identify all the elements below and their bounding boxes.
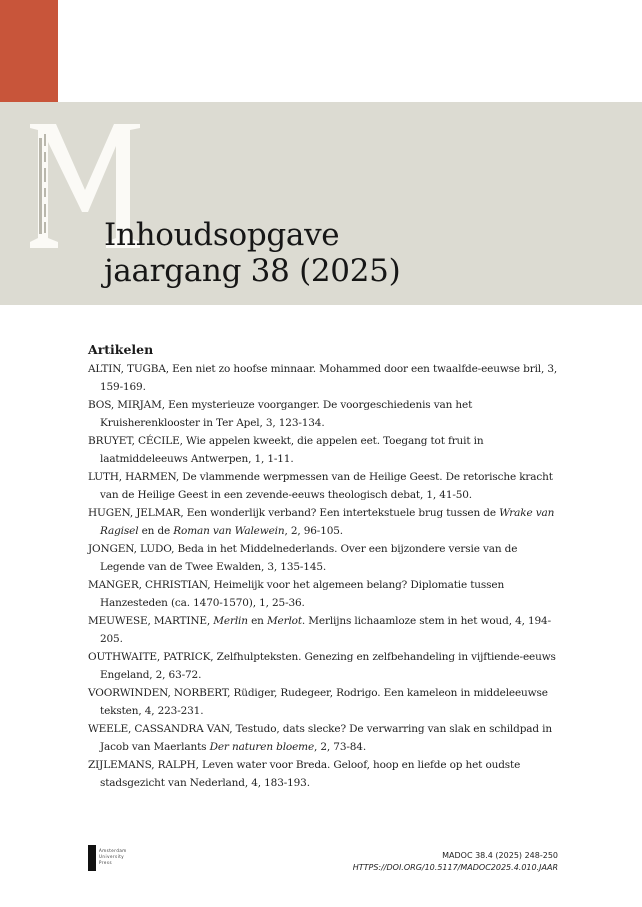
list-item: JONGEN, LUDO, Beda in het Middelnederlands. Over een bijzondere versie van de Legende van de Twee Ewalden, 3, 135-145. [88,543,518,573]
publisher-name: Amsterdam University Press [99,848,127,865]
doi-link[interactable]: HTTPS://DOI.ORG/10.5117/MADOC2025.4.010.JAAR [352,863,558,872]
title-line-2: jaargang 38 (2025) [104,253,401,289]
articles-section [88,342,558,792]
list-item: MEUWESE, MARTINE, Merlin en Merlot. Merlijns lichaamloze stem in het woud, 4, 194-205. [88,615,551,645]
page-title [104,217,400,289]
accent-corner-block [0,0,58,102]
list-item: LUTH, HARMEN, De vlammende werpmessen van de Heilige Geest. De retorische kracht van de Heilige Geest in een zevende-eeuws theologisch debat, 1, 41-50. [88,471,553,501]
list-item: BOS, MIRJAM, Een mysterieuze voorganger. De voorgeschiedenis van het Kruisherenklooster in Ter Apel, 3, 123-134. [88,399,473,429]
section-heading: Artikelen [88,342,154,357]
list-item: OUTHWAITE, PATRICK, Zelfhulpteksten. Genezing en zelfbehandeling in vijftiende-eeuws Engeland, 2, 63-72. [88,651,556,681]
list-item: MANGER, CHRISTIAN, Heimelijk voor het algemeen belang? Diplomatie tussen Hanzesteden (ca. 1470-1570), 1, 25-36. [88,579,505,609]
list-item: WEELE, CASSANDRA VAN, Testudo, dats slecke? De verwarring van slak en schildpad in Jacob van Maerlants Der naturen bloeme, 2, 73-84. [88,723,552,753]
list-item: VOORWINDEN, NORBERT, Rüdiger, Rudegeer, Rodrigo. Een kameleon in middeleeuwse teksten, 4, 223-231. [88,687,548,717]
footer-meta [353,850,558,874]
publisher-logo-icon [88,845,148,871]
list-item: ZIJLEMANS, RALPH, Leven water voor Breda. Geloof, hoop en liefde op het oudste stadsgezicht van Nederland, 4, 183-193. [88,759,521,789]
title-line-1: Inhoudsopgave [104,217,340,253]
citation: MADOC 38.4 (2025) 248-250 [442,851,558,860]
logo-bar [88,845,96,871]
list-item: BRUYET, CÉCILE, Wie appelen kweekt, die appelen eet. Toegang tot fruit in laatmiddeleeuws Antwerpen, 1, 1-11. [88,435,484,465]
list-item: HUGEN, JELMAR, Een wonderlijk verband? Een intertekstuele brug tussen de Wrake van Ragisel en de Roman van Walewein, 2, 96-105. [88,507,555,537]
list-item: ALTIN, TUGBA, Een niet zo hoofse minnaar. Mohammed door een twaalfde-eeuwse bril, 3, 159-169. [88,363,558,393]
